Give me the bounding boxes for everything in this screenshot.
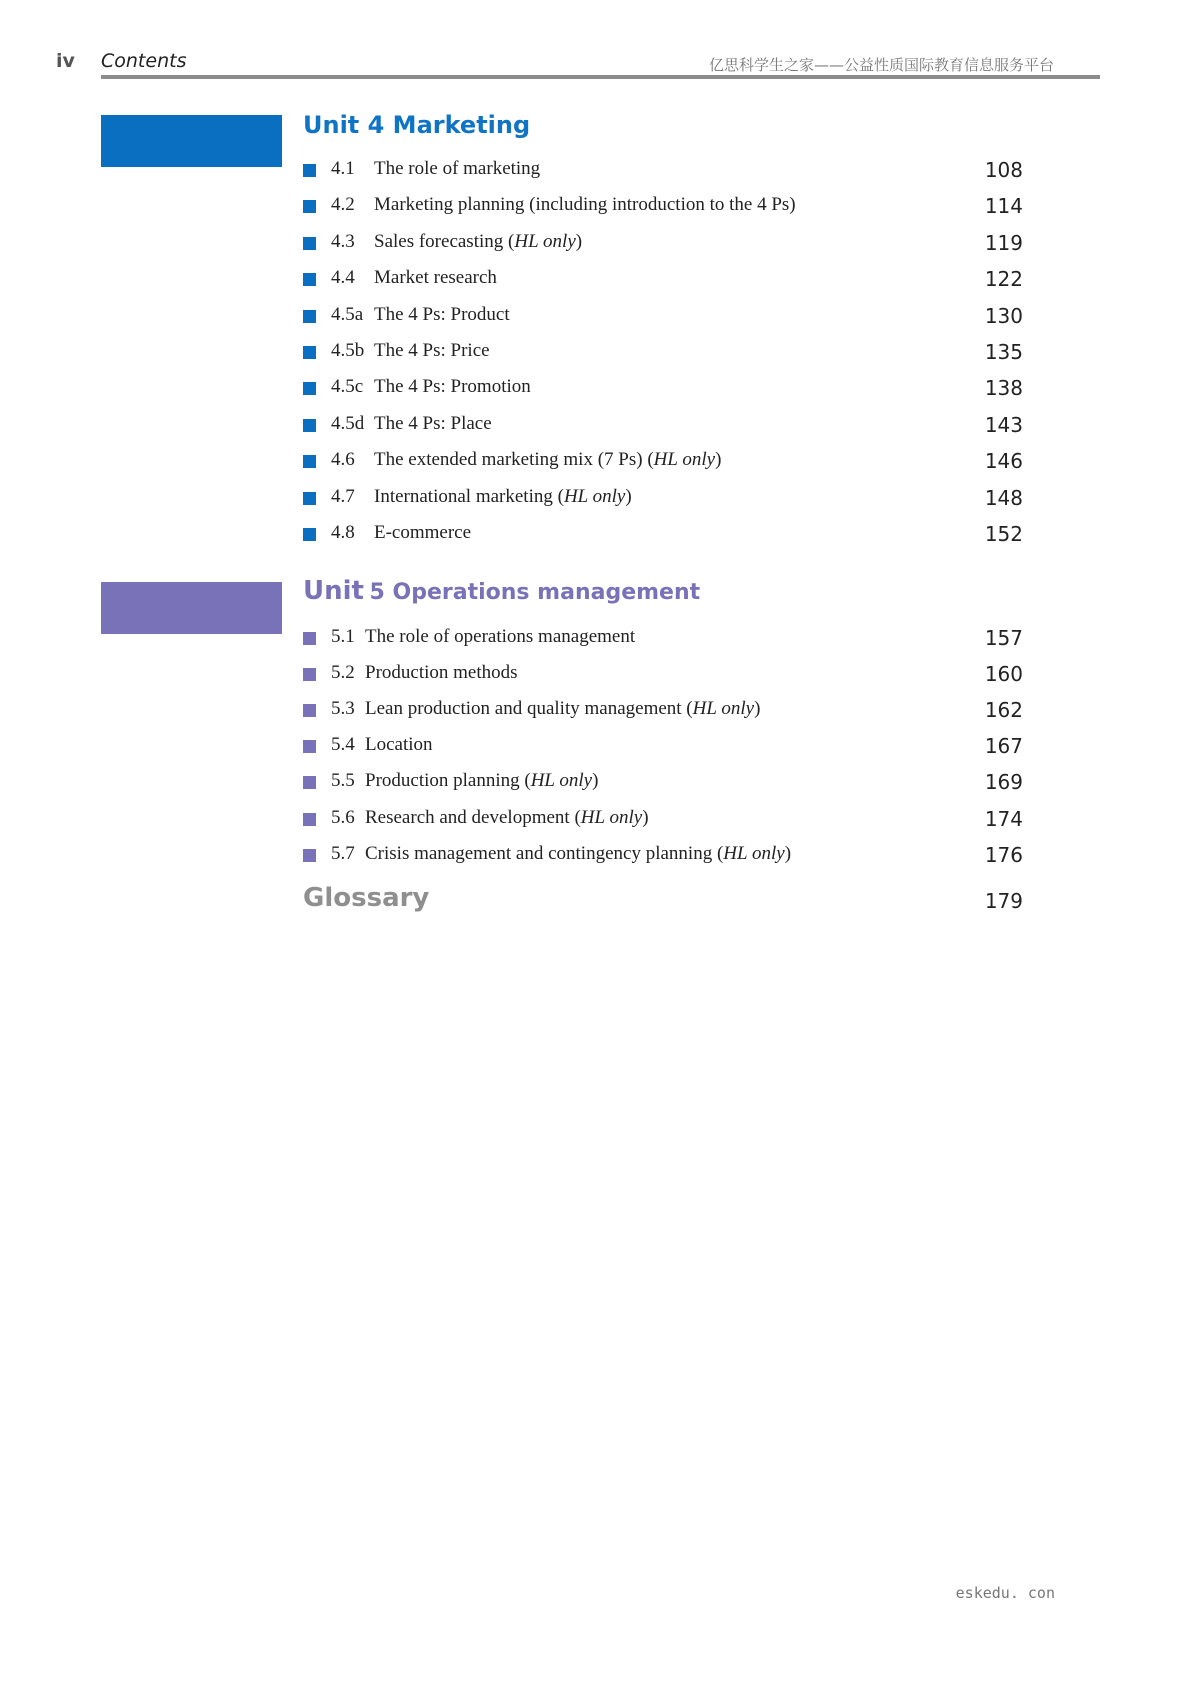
- section-title-text: The role of operations management: [365, 626, 636, 647]
- section-title: [374, 158, 540, 180]
- square-bullet-icon: [303, 310, 316, 323]
- square-bullet-icon: [303, 740, 316, 753]
- section-note: HL only: [692, 698, 755, 720]
- toc-entry-4-2[interactable]: [303, 191, 1023, 221]
- toc-entry-5-1[interactable]: [303, 623, 1023, 653]
- square-bullet-icon: [303, 492, 316, 505]
- section-note: HL only: [514, 230, 576, 252]
- toc-entry-4-4[interactable]: [303, 264, 1023, 294]
- section-note: HL only: [580, 806, 643, 828]
- section-title: Crisis management and contingency planning (HL only): [365, 842, 792, 864]
- section-note: HL only: [723, 842, 785, 864]
- section-title: [365, 662, 518, 684]
- section-title-text: Market research: [374, 267, 497, 289]
- toc-entry-5-5[interactable]: [303, 767, 1023, 797]
- section-number: 5.1: [331, 626, 355, 647]
- section-title: International marketing (HL only): [374, 485, 632, 507]
- unit5-title-rest: 5 Operations management: [369, 580, 701, 605]
- footer-watermark: eskedu. con: [955, 1584, 1055, 1602]
- section-title-text: International marketing (: [374, 485, 564, 507]
- square-bullet-icon: [303, 237, 316, 250]
- square-bullet-icon: [303, 704, 316, 717]
- section-page-number: 160: [984, 662, 1023, 687]
- toc-entry-4-7[interactable]: [303, 483, 1023, 513]
- toc-entry-4-5a[interactable]: [303, 301, 1023, 331]
- toc-entry-5-4[interactable]: [303, 731, 1023, 761]
- section-title-text: Production methods: [365, 662, 518, 684]
- unit5-title-unit: Unit: [303, 576, 364, 606]
- section-number: 4.5b: [331, 340, 365, 361]
- unit4-title: Unit 4 Marketing: [303, 111, 531, 139]
- toc-entry-5-7[interactable]: [303, 840, 1023, 870]
- section-number: 4.7: [331, 485, 355, 507]
- section-page-number: 157: [984, 626, 1023, 650]
- section-note: HL only: [653, 449, 716, 471]
- section-title-text: The role of marketing: [374, 158, 541, 179]
- square-bullet-icon: [303, 346, 316, 359]
- square-bullet-icon: [303, 813, 316, 826]
- unit4-color-block: [101, 115, 282, 167]
- section-number: 4.5d: [331, 412, 365, 434]
- section-page-number: 119: [984, 230, 1023, 255]
- toc-entry-5-2[interactable]: [303, 659, 1023, 689]
- section-number: 4.8: [331, 522, 355, 543]
- section-title: [374, 267, 497, 289]
- section-title-text: Location: [365, 734, 433, 756]
- section-page-number: 176: [984, 842, 1023, 867]
- section-title-text: The extended marketing mix (7 Ps) (: [374, 449, 654, 471]
- section-page-number: 167: [984, 734, 1023, 759]
- section-page-number: 122: [984, 267, 1023, 292]
- section-title: The extended marketing mix (7 Ps) (HL only): [374, 449, 722, 471]
- section-page-number: 143: [984, 412, 1023, 437]
- section-title-text: Marketing planning (including introduction to the 4 Ps): [374, 194, 796, 216]
- square-bullet-icon: [303, 528, 316, 541]
- section-title-text: The 4 Ps: Price: [374, 340, 490, 361]
- section-number: 4.5a: [331, 303, 364, 325]
- toc-entry-4-6[interactable]: [303, 446, 1023, 476]
- running-title: Contents: [101, 50, 187, 72]
- section-title-text: The 4 Ps: Place: [374, 412, 492, 434]
- square-bullet-icon: [303, 668, 316, 681]
- square-bullet-icon: [303, 382, 316, 395]
- toc-entry-4-5c[interactable]: [303, 373, 1023, 403]
- unit5-color-block: [101, 582, 282, 634]
- toc-entry-5-3[interactable]: [303, 695, 1023, 725]
- section-number: 4.2: [331, 194, 355, 216]
- square-bullet-icon: [303, 849, 316, 862]
- section-title-text: E-commerce: [374, 522, 472, 543]
- square-bullet-icon: [303, 632, 316, 645]
- section-number: 4.3: [331, 230, 355, 252]
- section-number: 5.4: [331, 734, 355, 756]
- section-title: [374, 194, 796, 216]
- section-title: [374, 522, 471, 544]
- section-title: Lean production and quality management (HL only): [365, 698, 761, 720]
- section-page-number: 148: [984, 485, 1023, 510]
- section-title: [374, 376, 531, 398]
- square-bullet-icon: [303, 200, 316, 213]
- section-note: HL only: [530, 770, 593, 792]
- section-number: 4.1: [331, 158, 355, 179]
- section-number: 5.7: [331, 842, 355, 864]
- section-number: 5.3: [331, 698, 355, 720]
- section-title: [365, 734, 433, 756]
- section-page-number: 169: [984, 770, 1023, 795]
- toc-entry-4-1[interactable]: [303, 155, 1023, 185]
- toc-entry-5-6[interactable]: [303, 804, 1023, 834]
- section-title-text: Production planning (: [365, 770, 531, 792]
- square-bullet-icon: [303, 419, 316, 432]
- section-title: [374, 413, 492, 435]
- section-page-number: 152: [984, 522, 1023, 546]
- glossary-title[interactable]: Glossary: [303, 883, 430, 913]
- square-bullet-icon: [303, 164, 316, 177]
- section-title-text: Lean production and quality management (: [365, 698, 693, 720]
- toc-entry-4-8[interactable]: [303, 519, 1023, 549]
- square-bullet-icon: [303, 273, 316, 286]
- section-title-text: The 4 Ps: Promotion: [374, 376, 531, 398]
- glossary-page-number: 179: [984, 889, 1023, 913]
- section-number: 5.6: [331, 806, 355, 828]
- section-title: [365, 626, 635, 648]
- section-page-number: 146: [984, 449, 1023, 474]
- section-page-number: 162: [984, 698, 1023, 723]
- section-page-number: 114: [984, 194, 1023, 219]
- section-title: Sales forecasting (HL only): [374, 230, 583, 252]
- section-page-number: 138: [984, 376, 1023, 401]
- section-title: Research and development (HL only): [365, 806, 649, 828]
- toc-entry-4-5b[interactable]: [303, 337, 1023, 367]
- toc-entry-4-5d[interactable]: [303, 410, 1023, 440]
- section-number: 4.5c: [331, 376, 364, 398]
- section-page-number: 130: [984, 303, 1023, 328]
- header-watermark: 亿思科学生之家——公益性质国际教育信息服务平台: [708, 56, 1054, 74]
- section-title-text: The 4 Ps: Product: [374, 303, 510, 325]
- square-bullet-icon: [303, 455, 316, 468]
- section-title-text: Crisis management and contingency planning (: [365, 842, 724, 864]
- page-number: iv: [56, 50, 75, 72]
- section-title: Production planning (HL only): [365, 770, 599, 792]
- section-number: 5.5: [331, 770, 355, 792]
- square-bullet-icon: [303, 776, 316, 789]
- section-number: 4.6: [331, 449, 355, 471]
- section-note: HL only: [563, 485, 626, 507]
- section-title: [374, 304, 510, 326]
- section-title: [374, 340, 490, 362]
- section-title-text: Sales forecasting (: [374, 230, 515, 252]
- section-number: 4.4: [331, 267, 355, 289]
- header-rule: [101, 75, 1100, 79]
- toc-entry-4-3[interactable]: [303, 228, 1023, 258]
- section-title-text: Research and development (: [365, 806, 581, 828]
- section-page-number: 174: [984, 806, 1023, 831]
- unit5-title: [303, 576, 700, 606]
- section-number: 5.2: [331, 662, 355, 684]
- section-page-number: 108: [984, 158, 1023, 182]
- section-page-number: 135: [984, 340, 1023, 364]
